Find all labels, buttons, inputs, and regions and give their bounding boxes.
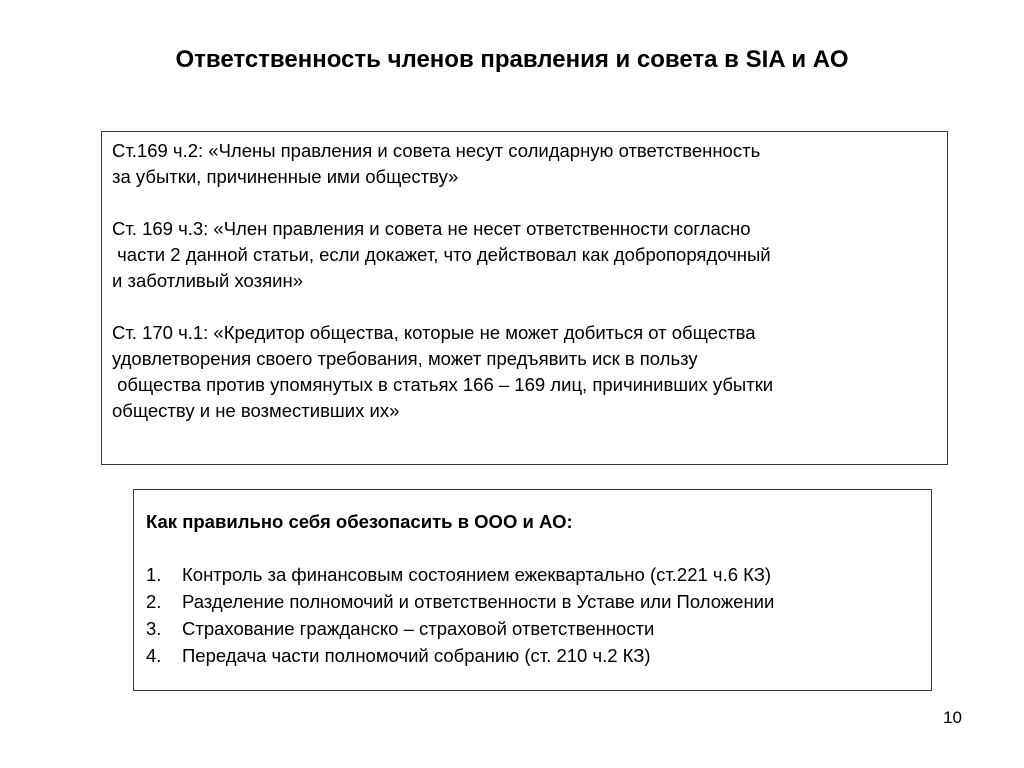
item-text: Разделение полномочий и ответственности в Уставе или Положении [182, 591, 775, 612]
protection-item [146, 642, 921, 669]
article-line: обществу и не возместивших их» [112, 400, 400, 421]
article-line: и заботливый хозяин» [112, 270, 303, 291]
protection-item [146, 615, 921, 642]
article-line: удовлетворения своего требования, может предъявить иск в пользу [112, 348, 698, 369]
page-number: 10 [943, 708, 962, 727]
article-line: части 2 данной статьи, если докажет, что действовал как добропорядочный [112, 244, 771, 265]
item-number: 2. [146, 591, 162, 612]
article-line: за убытки, причиненные ими обществу» [112, 166, 459, 187]
article-line: Ст.169 ч.2: «Члены правления и совета несут солидарную ответственность [112, 140, 761, 161]
protection-heading: Как правильно себя обезопасить в ООО и АО: [146, 511, 573, 532]
item-text: Страхование гражданско – страховой ответственности [182, 618, 655, 639]
item-number: 3. [146, 618, 162, 639]
slide-title: Ответственность членов правления и совета в SIA и АО [175, 46, 849, 73]
article-169-3 [112, 216, 937, 294]
article-line: Ст. 169 ч.3: «Член правления и совета не несет ответственности согласно [112, 218, 751, 239]
law-articles-box [101, 131, 948, 465]
article-170-1 [112, 320, 937, 424]
article-line: Ст. 170 ч.1: «Кредитор общества, которые не может добиться от общества [112, 322, 756, 343]
item-text: Контроль за финансовым состоянием ежеквартально (ст.221 ч.6 КЗ) [182, 564, 772, 585]
item-text: Передача части полномочий собранию (ст. 210 ч.2 КЗ) [182, 645, 651, 666]
protection-list [146, 561, 921, 669]
article-line: общества против упомянутых в статьях 166 – 169 лиц, причинивших убытки [112, 374, 774, 395]
item-number: 4. [146, 645, 162, 666]
protection-box [133, 489, 932, 691]
protection-item [146, 588, 921, 615]
article-169-2 [112, 138, 937, 190]
protection-item [146, 561, 921, 588]
item-number: 1. [146, 564, 162, 585]
